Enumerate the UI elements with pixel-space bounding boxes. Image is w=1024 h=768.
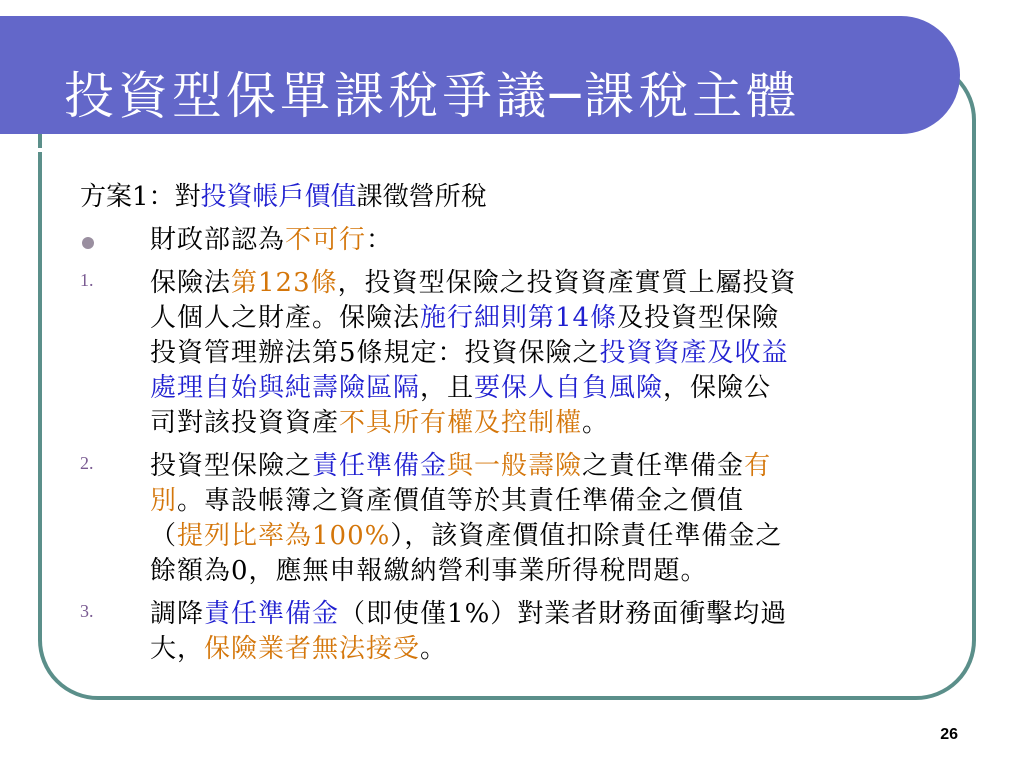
highlight-orange: 提列比率為100% <box>177 521 391 551</box>
text-segment: ： <box>366 225 394 255</box>
text-segment: 保險法 <box>150 268 232 298</box>
bullet-dot-icon <box>82 237 94 249</box>
slide-content <box>80 180 960 667</box>
item-line <box>150 371 960 406</box>
slide-title: 投資型保單課稅爭議─課稅主體 <box>64 67 801 125</box>
highlight-orange: 不具所有權及控制權 <box>339 408 583 438</box>
bullet-item <box>80 223 960 258</box>
text-segment: 。 <box>582 408 610 438</box>
text-segment: （即使僅1%）對業者財務面衝擊均過 <box>339 599 788 629</box>
text-segment: 投資管理辦法第5條規定：投資保險之 <box>150 338 600 368</box>
item-line <box>150 336 960 371</box>
item-line <box>150 266 960 301</box>
list-item-1 <box>80 266 960 441</box>
text-segment: 及投資型保險 <box>617 303 780 333</box>
text-segment: 之責任準備金 <box>582 451 745 481</box>
item-line <box>150 406 960 441</box>
text-segment: 。專設帳簿之資產價值等於其責任準備金之價值 <box>177 486 745 516</box>
text-segment: 大， <box>150 634 205 664</box>
highlight-blue: 施行細則第14條 <box>420 303 618 333</box>
highlight-orange: 不可行 <box>285 225 367 255</box>
item-line <box>150 554 960 589</box>
title-bar <box>0 16 960 134</box>
text-segment: 司對該投資資產 <box>150 408 340 438</box>
text-segment: 財政部認為 <box>150 225 286 255</box>
list-item-3 <box>80 597 960 667</box>
text-segment: 調降 <box>150 599 205 629</box>
text-segment: 投資型保險之 <box>150 451 313 481</box>
highlight-blue: 責任準備金 <box>204 599 340 629</box>
text-segment: 人個人之財產。保險法 <box>150 303 421 333</box>
item-line <box>150 301 960 336</box>
text-segment: 方案1：對 <box>80 182 201 212</box>
highlight-blue: 投資資產及收益 <box>599 338 789 368</box>
list-marker: 3. <box>80 601 94 621</box>
highlight-blue: 處理自始與純壽險區隔 <box>150 373 421 403</box>
item-line <box>150 484 960 519</box>
highlight-orange: 與一般壽險 <box>447 451 583 481</box>
bullet-text <box>150 223 960 258</box>
item-line <box>150 597 960 632</box>
item-line <box>150 519 960 554</box>
text-segment: 餘額為0，應無申報繳納營利事業所得稅問題。 <box>150 556 708 586</box>
highlight-blue: 責任準備金 <box>312 451 448 481</box>
list-marker: 1. <box>80 270 94 290</box>
text-segment: ，且 <box>420 373 475 403</box>
item-line <box>150 449 960 484</box>
highlight-orange: 別 <box>150 486 178 516</box>
list-item-2 <box>80 449 960 589</box>
highlight-orange: 第123條 <box>231 268 338 298</box>
text-segment: 課徵營所稅 <box>356 182 487 212</box>
highlight-orange: 有 <box>744 451 772 481</box>
text-segment: ，投資型保險之投資資產實質上屬投資 <box>337 268 797 298</box>
highlight-blue: 投資帳戶價值 <box>200 182 357 212</box>
text-segment: ），該資產價值扣除責任準備金之 <box>390 521 783 551</box>
page-number: 26 <box>940 726 958 743</box>
text-segment: （ <box>150 521 178 551</box>
list-marker: 2. <box>80 453 94 473</box>
title-underline <box>0 148 904 152</box>
plan-heading <box>80 180 960 215</box>
text-segment: ，保險公 <box>663 373 772 403</box>
highlight-orange: 保險業者無法接受 <box>204 634 421 664</box>
highlight-blue: 要保人自負風險 <box>474 373 664 403</box>
text-segment: 。 <box>420 634 448 664</box>
item-line <box>150 632 960 667</box>
